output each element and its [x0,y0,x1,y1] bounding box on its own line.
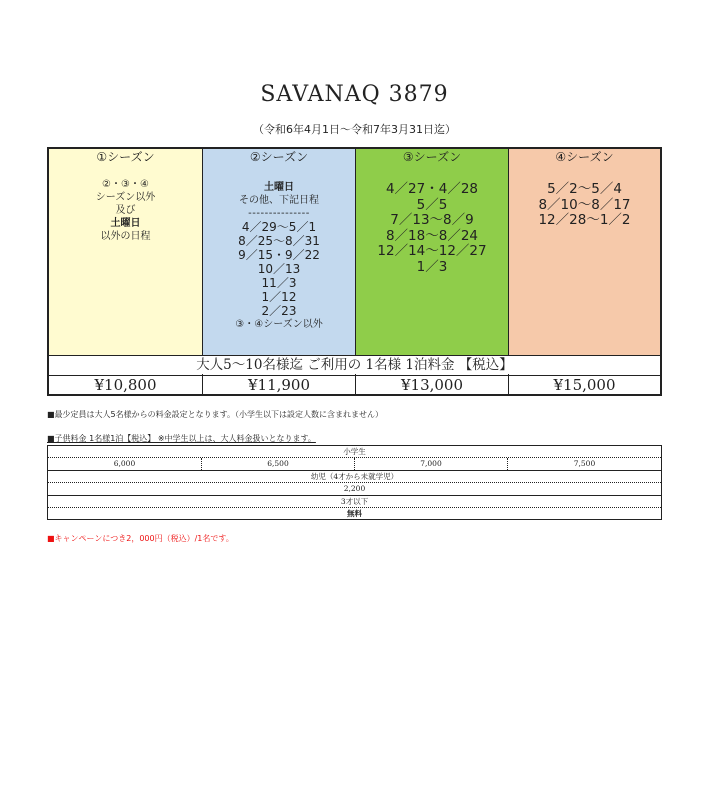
child-row-label: 3才以下 [48,496,661,508]
season-4-cell [509,166,660,355]
child-row-values [48,483,661,495]
season-3-date: 7／13～8／9 [390,212,474,228]
season-2-date: 9／15・9／22 [238,248,320,262]
child-price: 6,500 [202,458,355,470]
season-1-line: 土曜日 [110,218,141,229]
season-3-header: ③シーズン [356,149,509,166]
season-1-line: 及び [115,205,136,216]
price-caption: 大人5～10名様迄 ご利用の 1名様 1泊料金 【税込】 [49,355,660,376]
season-4-date: 12／28～1／2 [538,212,631,228]
season-2-intro: 土曜日 [264,182,294,193]
season-2-date: 10／13 [257,262,301,276]
season-3-date: 8／18～8／24 [385,227,479,244]
season-2-date: 1／12 [261,290,297,304]
season-2-intro: その他、下記日程 [239,195,319,206]
season-3-date: 12／14～12／27 [377,243,487,259]
season-4-date: 8／10～8／17 [538,196,631,213]
season-2-cell [203,166,356,355]
child-rate-heading: ■子供料金 1名様1泊【税込】 ※中学生以上は、大人料金扱いとなります。 [47,434,316,443]
child-row-infant [48,495,661,521]
season-2-date: 4／29～5／1 [241,220,317,234]
price-row [49,374,660,394]
child-row-values [48,458,661,470]
child-row-preschool [48,470,661,496]
child-rate-table [47,445,662,520]
season-3-cell [356,166,509,355]
season-1-price: ¥10,800 [49,374,203,394]
season-1-cell [49,166,203,355]
child-price: 7,500 [573,459,596,468]
child-row-label: 小学生 [48,446,661,458]
child-price: 7,000 [355,458,508,470]
campaign-note: ■キャンペーンにつき2，000円（税込）/1名です。 [47,534,234,543]
season-2-date: 8／25～8／31 [238,234,320,248]
min-guests-note: ■最少定員は大人5名様からの料金設定となります。（小学生以下は設定人数に含まれません） [47,410,384,419]
season-2-header: ②シーズン [203,149,356,166]
child-price: 無料 [347,508,362,518]
season-2-divider: --------------- [248,208,310,219]
season-header-row [49,149,660,167]
child-row-label: 幼児（4才から未就学児） [48,471,661,483]
season-3-price: ¥13,000 [356,374,509,394]
season-1-line: シーズン以外 [95,192,156,203]
child-row-values [48,508,661,520]
season-4-price: ¥15,000 [553,376,616,394]
page-title: SAVANAQ 3879 [260,82,449,107]
season-3-date: 4／27・4／28 [385,181,479,197]
season-4-header: ④シーズン [509,149,660,166]
season-3-date: 1／3 [416,258,448,275]
season-2-date: 11／3 [261,276,297,290]
season-4-date: 5／2～5／4 [547,181,622,197]
validity-period: （令和6年4月1日～令和7年3月31日迄） [253,123,456,136]
season-1-header: ①シーズン [49,149,203,166]
season-1-line: 以外の日程 [100,231,151,242]
child-row-elementary [48,446,661,471]
season-1-line: ②・③・④ [102,179,149,190]
season-2-footer: ③・④シーズン以外 [235,319,323,330]
season-dates-row [49,166,660,355]
child-price: 6,000 [48,458,202,470]
child-price: 2,200 [343,484,366,493]
season-2-price: ¥11,900 [203,374,356,394]
season-3-date: 5／5 [416,196,448,213]
season-2-date: 2／23 [261,304,297,318]
season-rate-table [47,147,662,396]
